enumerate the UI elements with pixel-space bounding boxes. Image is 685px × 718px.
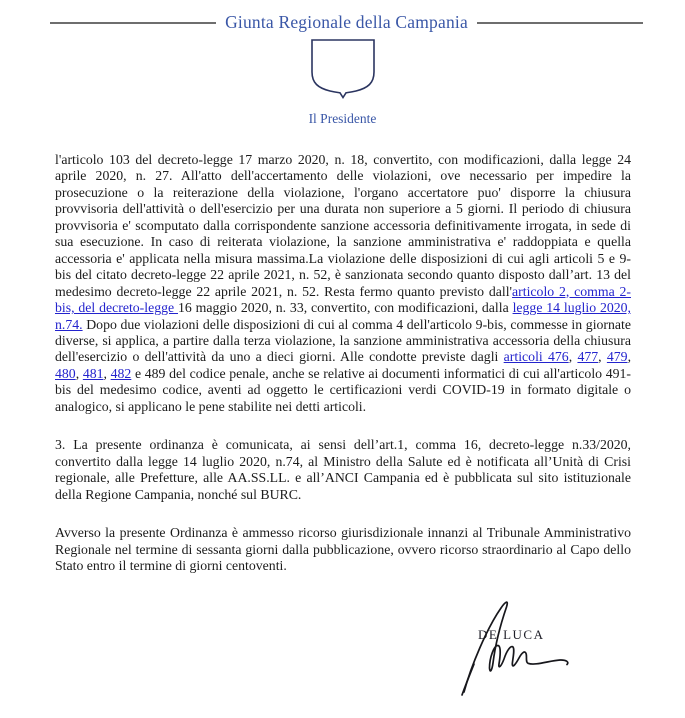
paragraph-text-segment: Dopo due violazioni delle disposizioni di cui al comma 4 dell'articolo 9-bis, commesse in giornate diverse, si applica, a partire dalla terza violazione, la sanzione amministrativa accessoria della chiusura dell'esercizio o dell'attività da uno a dieci giorni. Alle condotte previste dagli [55, 316, 631, 365]
header-rule-right [477, 22, 643, 24]
paragraph-text-segment: , [103, 365, 111, 381]
legal-reference-link[interactable]: articoli 476 [503, 349, 569, 365]
legal-reference-link[interactable]: 481 [82, 365, 104, 381]
legal-reference-link[interactable]: 479 [606, 349, 628, 365]
legal-reference-link[interactable]: 480 [55, 365, 76, 381]
legal-reference-link[interactable]: legge 14 luglio 2020, n.74. [55, 300, 631, 332]
header-rule-left [50, 22, 216, 24]
body-paragraph-3: Avverso la presente Ordinanza è ammesso ricorso giurisdizionale innanzi al Tribunale Amministrativo Regionale nel termine di sessanta giorni dalla pubblicazione, ovvero ricorso straordinario al Capo dello Stato entro il termine di giorni centoventi. [55, 525, 631, 573]
document-body [55, 152, 631, 596]
body-paragraph-2: 3. La presente ordinanza è comunicata, ai sensi dell’art.1, comma 16, decreto-legge n.33/2020, convertito dalla legge 14 luglio 2020, n.74, al Ministro della Salute ed è notificata all’Unità di Crisi regionale, alle Prefetture, alle AA.SS.LL. e all’ANCI Campania ed è pubblicata sul sito istituzionale della Regione Campania, nonché sul BURC. [55, 437, 631, 502]
paragraph-text-segment: , [627, 349, 632, 365]
paragraph-text-segment: l'articolo 103 del decreto-legge 17 marzo 2020, n. 18, convertito, con modificazioni, dalla legge 24 aprile 2020, n. 27. All'atto dell'accertamento delle violazioni, ove necessario per impedire la prosecuzione o la reiterazione della violazione, l'organo accertatore puo' disporre la chiusura provvisoria dell'attività o dell'esercizio per una durata non superiore a 5 giorni. Il periodo di chiusura provvisoria e' scomputato dalla corrispondente sanzione accessoria definitivamente irrogata, in sede di sua esecuzione. In caso di reiterata violazione, la sanzione amministrativa e' raddoppiata e quella accessoria e' applicata nella misura massima.La violazione delle disposizioni di cui agli articoli 5 e 9-bis del citato decreto-legge 22 aprile 2021, n. 52, è sanzionata secondo quanto disposto dall’art. 13 del medesimo decreto-legge 22 aprile 2021, n. 52. Resta fermo quanto previsto dall' [55, 152, 631, 299]
page-title: Giunta Regionale della Campania [225, 12, 468, 32]
legal-reference-link[interactable]: 482 [110, 365, 132, 381]
paragraph-text-segment: , [598, 349, 607, 365]
legal-reference-link[interactable]: 477 [577, 349, 599, 365]
paragraph-text-segment: , [75, 365, 83, 381]
campania-shield-icon [0, 38, 685, 99]
paragraph-text-segment: , [568, 349, 578, 365]
signature-block [440, 600, 640, 715]
paragraph-text-segment: e 489 del codice penale, anche se relative ai documenti informatici di cui all'articolo 491-bis del medesimo codice, aventi ad oggetto le certificazioni verdi COVID-19 in formato digitale o analogico, si applicano le pene stabilite nei detti articoli. [55, 365, 631, 414]
legal-reference-link[interactable]: articolo 2, comma 2-bis, del decreto-legge [55, 283, 631, 316]
handwritten-signature [440, 600, 640, 715]
body-paragraph-1 [55, 152, 631, 415]
header [50, 12, 643, 33]
signatory-name: DE LUCA [478, 627, 545, 642]
presidente-subtitle: Il Presidente [308, 111, 377, 126]
paragraph-text-segment: 16 maggio 2020, n. 33, convertito, con modificazioni, dalla [178, 300, 513, 316]
